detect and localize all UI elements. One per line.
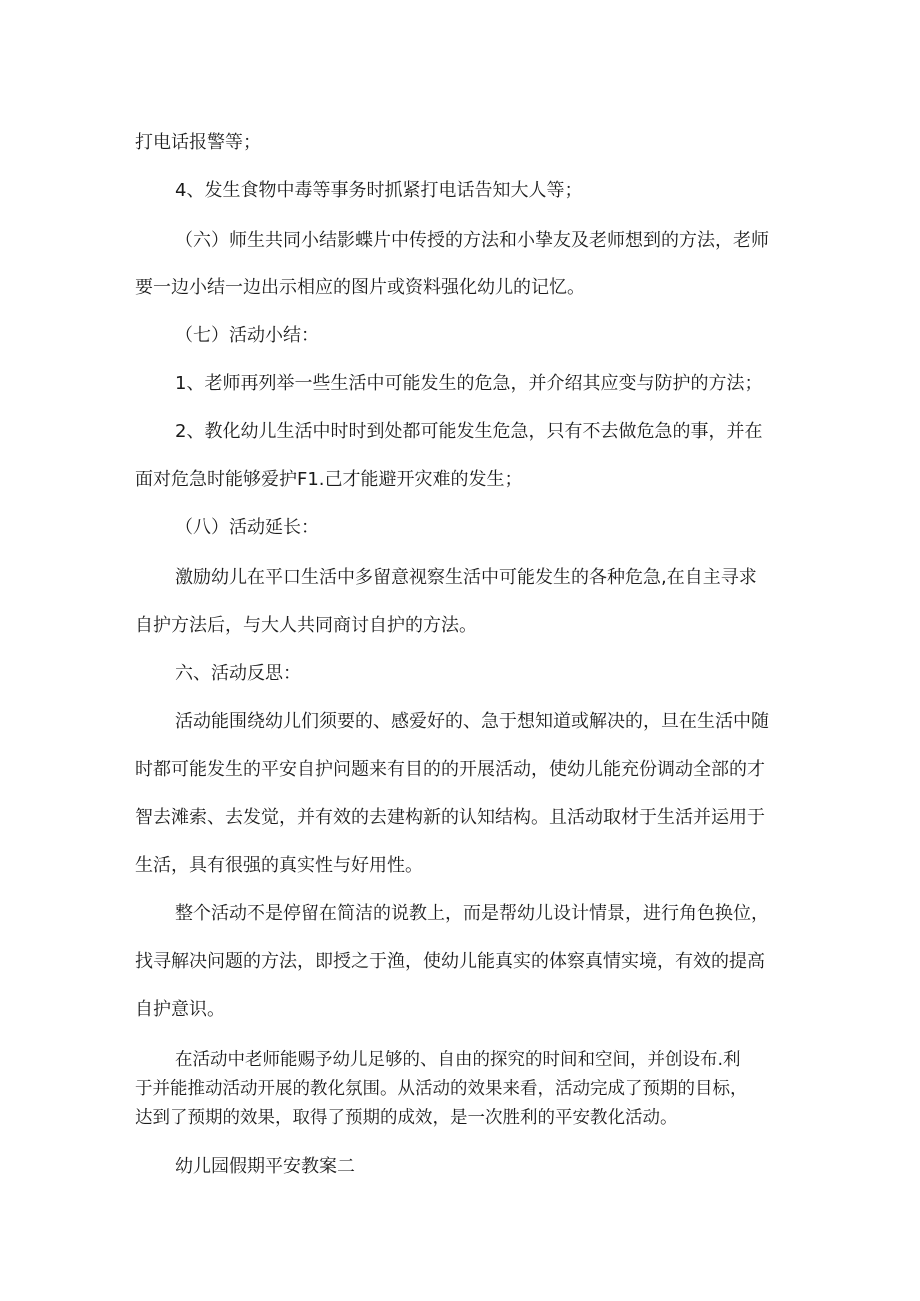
text-line: （八）活动延长： (175, 517, 319, 538)
text-line: 生活，具有很强的真实性与好用性。 (135, 855, 423, 876)
text-line: 时都可能发生的平安自护问题来有目的的开展活动，使幼儿能充份调动全部的才 (135, 759, 765, 780)
text-line: 整个活动不是停留在简洁的说教上，而是帮幼儿设计情景，进行角色换位， (175, 903, 769, 924)
text-line: 达到了预期的效果，取得了预期的成效，是一次胜利的平安教化活动。 (135, 1108, 678, 1128)
text-line: （七）活动小结： (175, 325, 319, 346)
text-line: 六、活动反思： (175, 663, 301, 684)
text-line: 4、发生食物中毒等事务时抓紧打电话告知大人等； (175, 180, 583, 201)
text-line: （六）师生共同小结影蝶片中传授的方法和小挚友及老师想到的方法，老师 (175, 230, 769, 251)
section-heading: 幼儿园假期平安教案二 (175, 1156, 355, 1177)
text-line: 打电话报警等； (135, 132, 261, 153)
text-line: 活动能围绕幼儿们须要的、感爱好的、急于想知道或解决的，旦在生活中随 (175, 711, 769, 732)
text-line: 激励幼儿在平口生活中多留意视察生活中可能发生的各种危急,在自主寻求 (175, 567, 757, 588)
text-line: 要一边小结一边出示相应的图片或资料强化幼儿的记忆。 (135, 277, 585, 298)
text-line: 自护意识。 (135, 999, 225, 1020)
text-line: 自护方法后，与大人共同商讨自护的方法。 (135, 615, 477, 636)
text-line: 在活动中老师能赐予幼儿足够的、自由的探究的时间和空间，并创设布.利 (175, 1050, 741, 1070)
text-line: 找寻解决问题的方法，即授之于渔，使幼儿能真实的体察真情实境，有效的提高 (135, 951, 765, 972)
text-line: 智去滩索、去发觉，并有效的去建构新的认知结构。且活动取材于生活并运用于 (135, 807, 765, 828)
text-line: 于并能推动活动开展的教化氛围。从活动的效果来看，活动完成了预期的目标， (135, 1079, 748, 1099)
text-line: 1、老师再列举一些生活中可能发生的危急，并介绍其应变与防护的方法； (175, 373, 763, 394)
text-line: 2、教化幼儿生活中时时到处都可能发生危急，只有不去做危急的事，并在 (175, 421, 763, 442)
text-line: 面对危急时能够爱护F1.己才能避开灾难的发生； (135, 469, 523, 490)
